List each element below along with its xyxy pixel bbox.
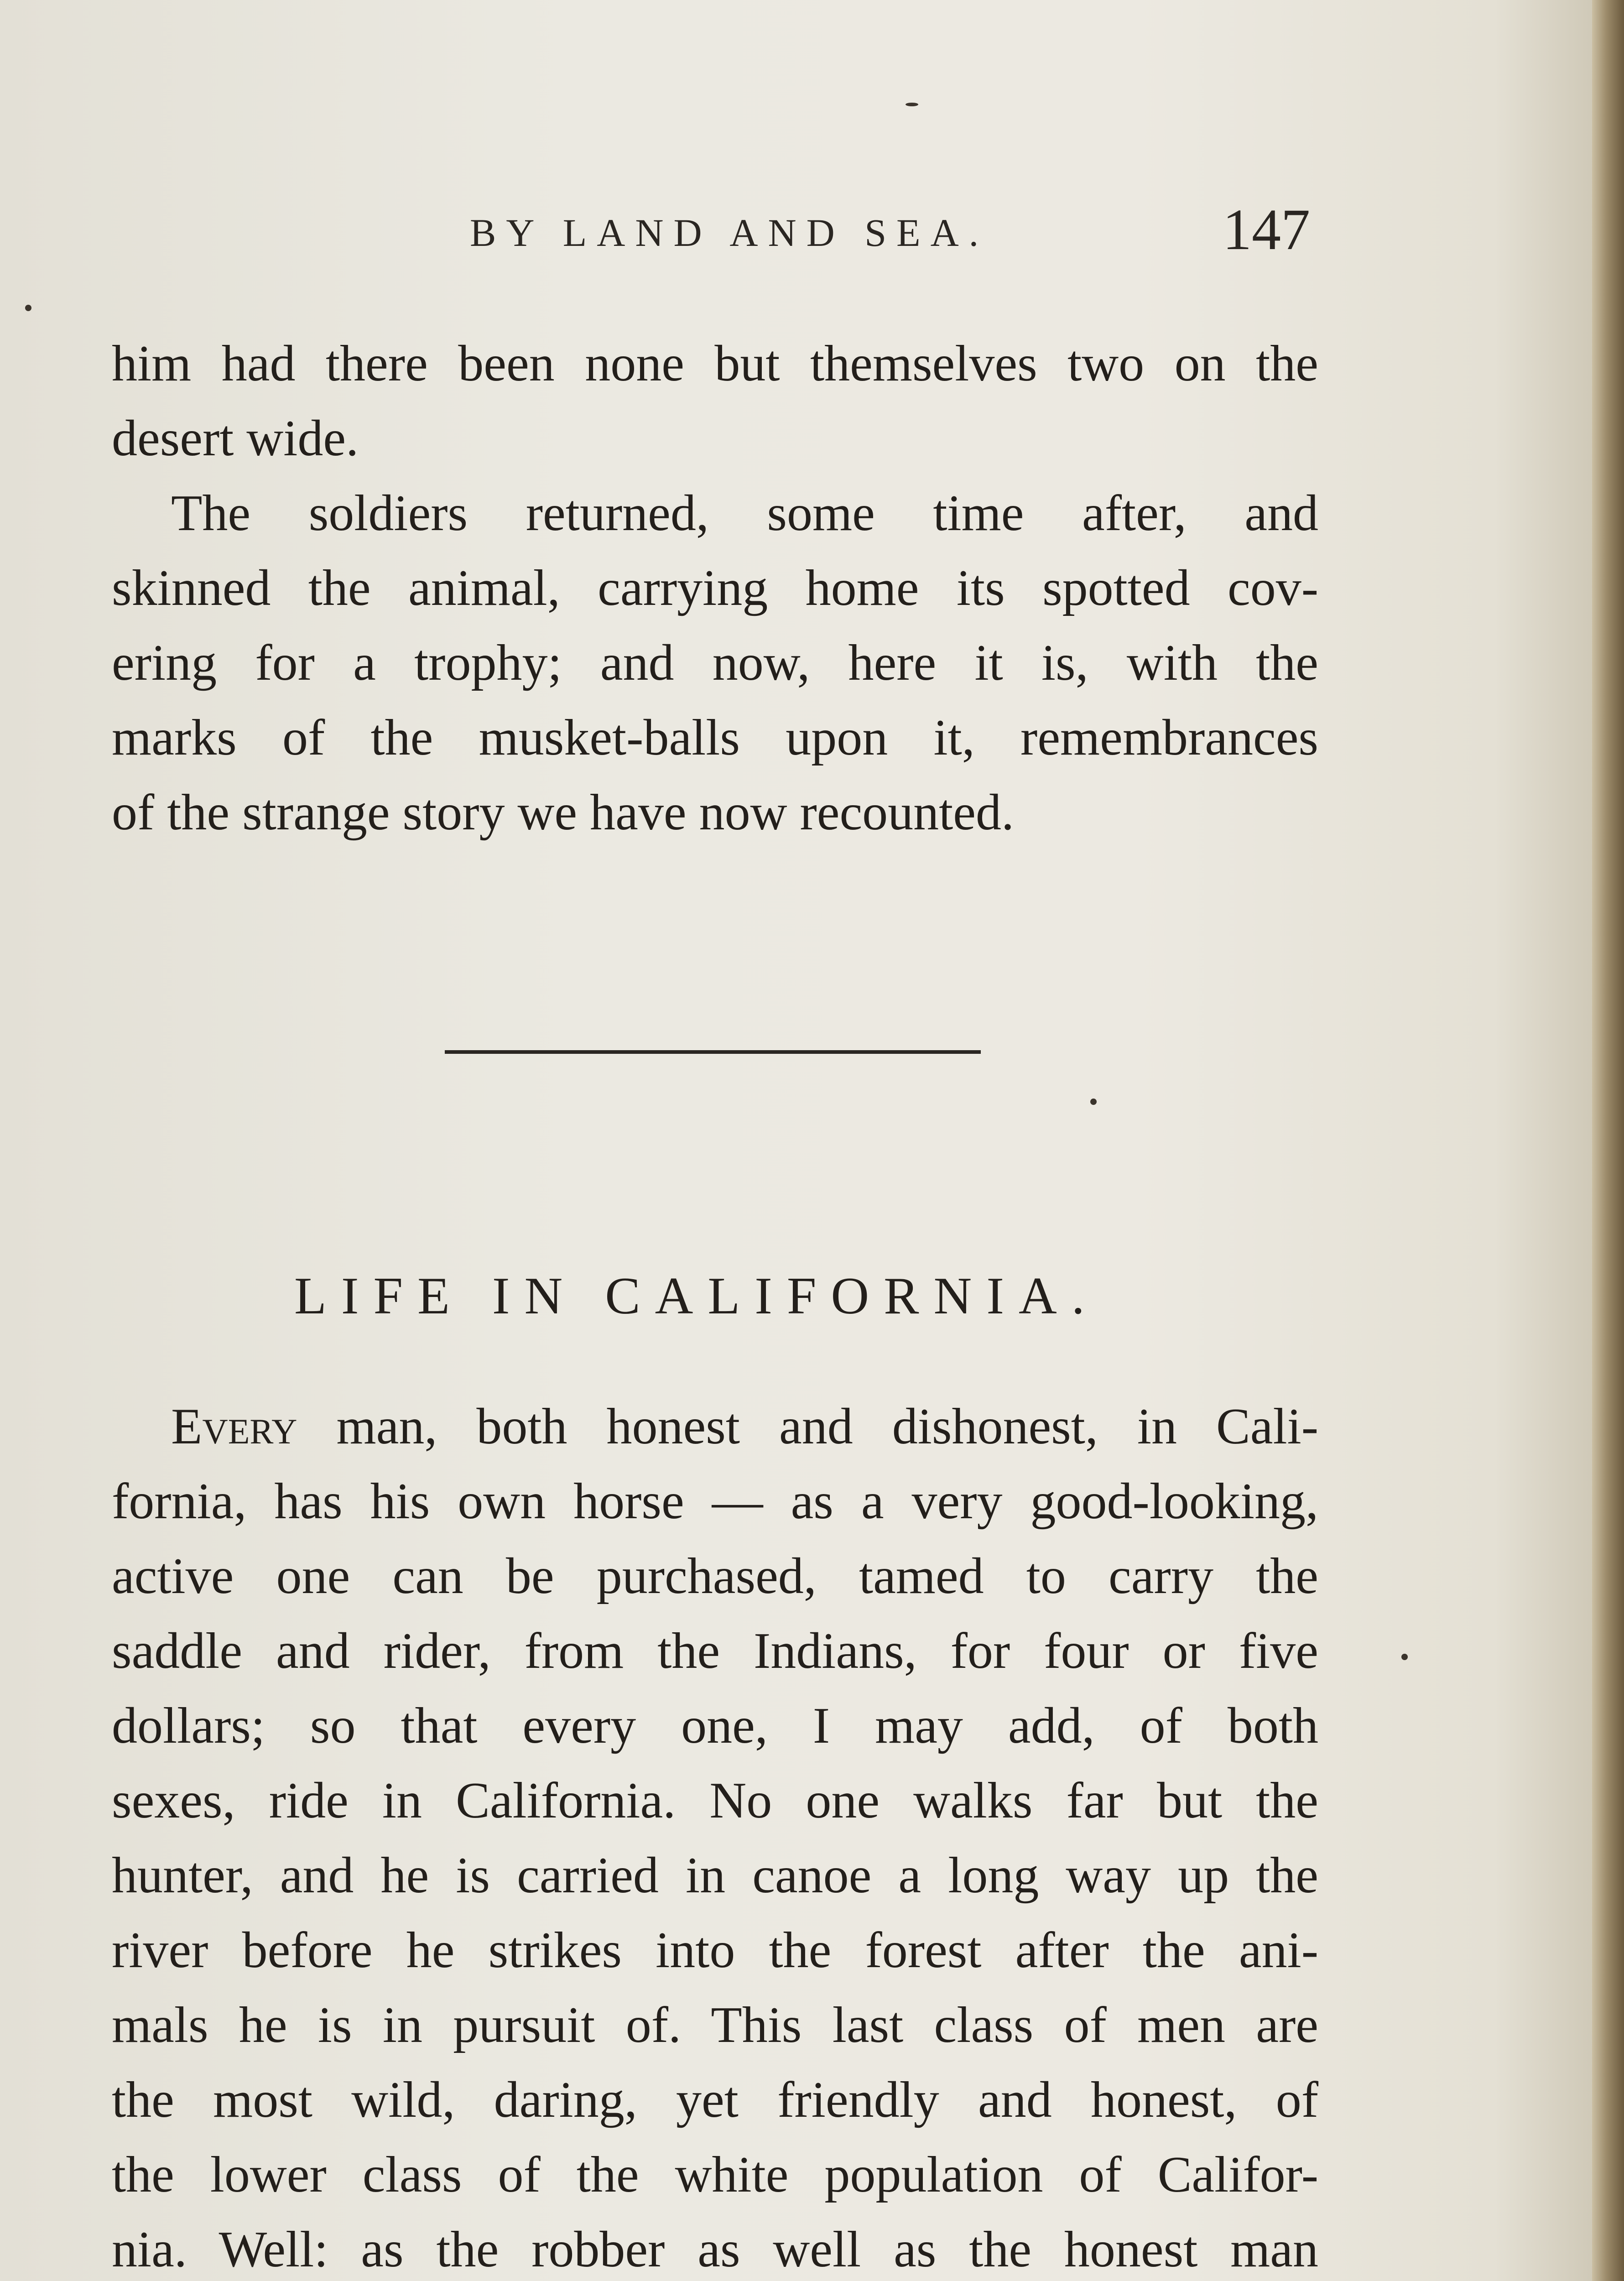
text-line: nia. Well: as the robber as well as the honest man <box>112 2221 1318 2278</box>
text-line: dollars; so that every one, I may add, of both <box>112 1698 1318 1754</box>
ink-speck <box>25 305 31 311</box>
text-line: sexes, ride in California. No one walks far but the <box>112 1772 1318 1829</box>
text-line: saddle and rider, from the Indians, for four or five <box>112 1623 1318 1679</box>
text-line: the lower class of the white population of Califor- <box>112 2146 1318 2203</box>
ink-speck <box>1090 1099 1097 1105</box>
text-line: of the strange story we have now recounted. <box>112 784 1014 841</box>
text-line-content: man, both honest and dishonest, in Cali- <box>297 1398 1318 1455</box>
running-head: BY LAND AND SEA. <box>470 211 989 255</box>
text-line: marks of the musket-balls upon it, remembrances <box>112 709 1318 766</box>
text-line: ering for a trophy; and now, here it is, with the <box>112 635 1318 691</box>
text-line: the most wild, daring, yet friendly and honest, of <box>112 2072 1318 2128</box>
section-divider-rule <box>445 1050 981 1054</box>
text-line: skinned the animal, carrying home its spotted cov- <box>112 560 1318 616</box>
text-line: mals he is in pursuit of. This last class of men are <box>112 1997 1318 2053</box>
text-line <box>112 476 1318 551</box>
text-line: hunter, and he is carried in canoe a long way up the <box>112 1847 1318 1904</box>
section-title: LIFE IN CALIFORNIA. <box>294 1267 1099 1325</box>
page-number: 147 <box>1223 197 1310 262</box>
text-line-content: The soldiers returned, some time after, and <box>171 485 1318 542</box>
section-body <box>112 1389 1318 2281</box>
text-line: desert wide. <box>112 410 359 467</box>
story-continuation <box>112 326 1318 850</box>
ink-speck <box>906 103 918 106</box>
opening-word: Every <box>171 1398 297 1455</box>
text-line <box>112 1389 1318 1464</box>
text-line: river before he strikes into the forest after the ani- <box>112 1922 1318 1979</box>
page-edge <box>1592 0 1624 2281</box>
text-line: fornia, has his own horse — as a very good-looking, <box>112 1473 1318 1530</box>
text-line: active one can be purchased, tamed to carry the <box>112 1548 1318 1604</box>
text-line: him had there been none but themselves two on the <box>112 335 1318 392</box>
ink-speck <box>1401 1654 1408 1660</box>
